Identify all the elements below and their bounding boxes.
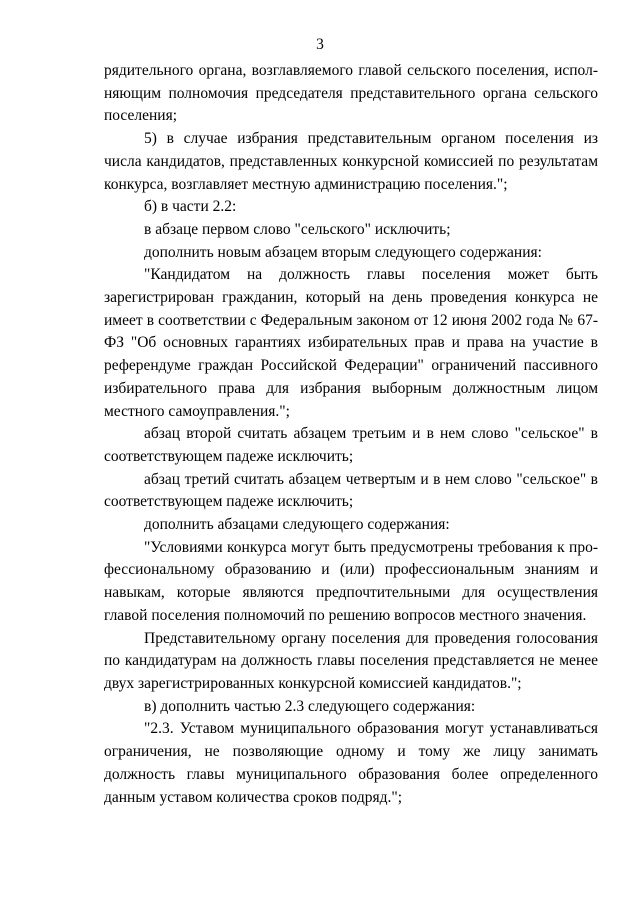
paragraph: абзац второй считать абзацем третьим и в нем слово "сельское" в соответствующем падеже исключить; (104, 425, 598, 465)
paragraph: абзац третий считать абзацем четвертым и в нем слово "сельское" в соответствующем падеже исключить; (104, 470, 598, 511)
paragraph: "Кандидатом на должность главы поселения может быть зарегистрирован гражданин, который на день проведения конкурса не имеет в соответствии с Федеральным законом от 12 июня 2002 года № 67-ФЗ "Об основных гарантиях избирательных прав и права на участие в референдуме граждан Российской Федерации" ограничений пассивного избирательного права для избрания выборным должностным лицом местного самоуправления."; (104, 266, 598, 420)
paragraph: "2.3. Уставом муниципального образования могут устанавливаться ограничения, не позволяющие одному и тому же лицу занимать должность главы муниципального образования более определенного данным уставом количества сроков подряд."; (104, 720, 598, 806)
paragraph: в абзаце первом слово "сельского" исключить; (144, 220, 451, 238)
document-body (104, 60, 598, 809)
paragraph: б) в части 2.2: (144, 198, 237, 216)
paragraph: в) дополнить частью 2.3 следующего содержания: (144, 697, 476, 715)
paragraph: Представительному органу поселения для проведения голосования по кандидатурам на должность главы поселения представляется не менее двух зарегистрированных конкурсной комиссией кандидатов."; (104, 629, 598, 692)
page-number: 3 (316, 36, 324, 53)
paragraph-continuation: рядительного органа, возглавляемого главой сельского поселения, исполняющим полномочия председателя представительного органа сельского поселения; (104, 62, 598, 125)
paragraph: дополнить новым абзацем вторым следующего содержания: (144, 243, 542, 261)
paragraph: "Условиями конкурса могут быть предусмотрены требования к профессиональному образованию и (или) профессиональным знаниям и навыкам, которые являются предпочтительными для осуществления главой поселения полномочий по решению вопросов местного значения. (104, 538, 598, 624)
paragraph: 5) в случае избрания представительным органом поселения из числа кандидатов, представленных конкурсной комиссией по результатам конкурса, возглавляет местную администрацию поселения."; (104, 130, 598, 193)
paragraph: дополнить абзацами следующего содержания: (144, 516, 450, 534)
